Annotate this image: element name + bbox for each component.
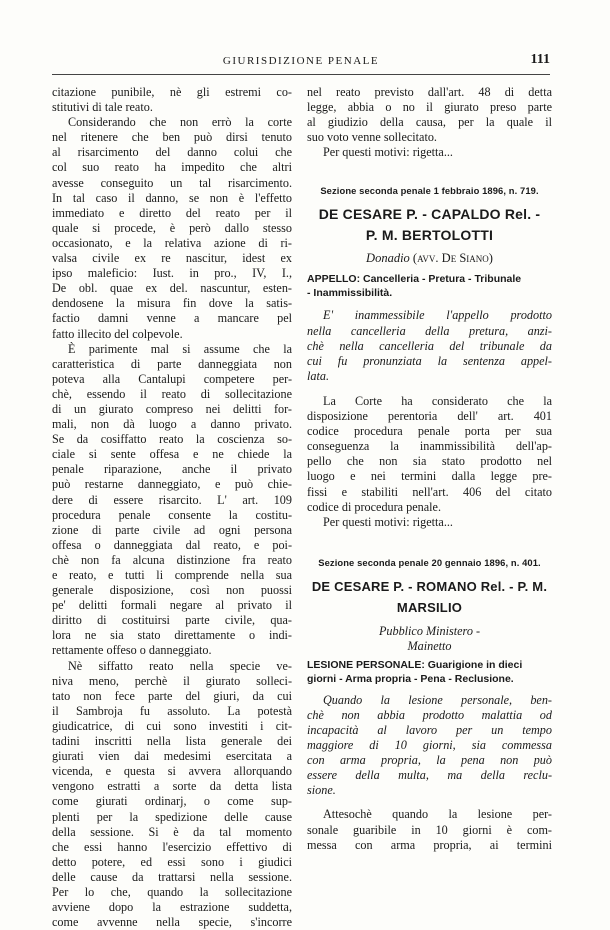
text-line: Per lo che, quando la sollecitazione (52, 884, 292, 899)
text-line: come avvenne nella specie, s'incorre (52, 915, 292, 930)
text-line: Nè siffatto reato nella specie ve- (68, 658, 292, 673)
text-line: che essi hanno l'esercizio effettivo di (52, 839, 292, 854)
text-line: il Sambroja fu assoluto. La potestà (52, 703, 292, 718)
running-head: GIURISDIZIONE PENALE (222, 55, 380, 67)
text-line: avesse conseguito un tal risarcimento. (52, 175, 292, 190)
text-line: caratteristica di parte danneggiata non (52, 356, 292, 371)
text-line: In tal caso il danno, se non è l'effetto (52, 190, 292, 205)
text-line: come giurati ordinarj, o come sup- (52, 794, 292, 809)
text-line: mali, non dà luogo a danno privato. (52, 417, 292, 432)
case2-section-heading: Sezione seconda penale 20 gennaio 1896, n. 401. (318, 556, 541, 568)
text-line: lora ne sia stato direttamente o indi- (52, 628, 292, 643)
case1-body (307, 394, 552, 530)
text-line: penale riparazione, anche il privato (52, 462, 292, 477)
page-number: 111 (530, 52, 550, 67)
text-line: giudicatrice, di cui sono investiti i cit- (52, 718, 292, 733)
text-line: dendosene la misura fin dove la satis- (52, 296, 292, 311)
case1-judges-line2: P. M. BERTOLOTTI (365, 227, 494, 244)
text-line: con arma propria, la pena non può (307, 753, 552, 768)
text-line: La Corte ha considerato che la (323, 393, 552, 408)
case2-body (307, 807, 552, 852)
left-column (52, 85, 292, 930)
right-column (307, 85, 552, 853)
text-line: È parimente mal si assume che la (68, 341, 292, 356)
text-line: E' inammessibile l'appello prodotto (323, 308, 552, 323)
text-line: niva meno, perchè il giurato solleci- (52, 673, 292, 688)
case1-subject-line2: - Inammissibilità. (307, 287, 393, 300)
text-line: vicenda, e questa si avvera allorquando (52, 764, 292, 779)
text-line: diritto di costituirsi parte civile, qua- (52, 613, 292, 628)
text-line: fatto illecito del colpevole. (52, 326, 183, 341)
case1-party-counsel: (avv. De Siano) (412, 251, 493, 266)
text-line: procedura penale consente la costitu- (52, 507, 292, 522)
text-line: Per questi motivi: rigetta... (323, 145, 453, 160)
text-line: Attesochè quando la lesione per- (323, 807, 552, 822)
text-line: della sessione. Si è da tal momento (52, 824, 292, 839)
case2-subject-line2: giorni - Arma propria - Pena - Reclusione. (307, 672, 514, 685)
text-line: occasionato, e la relativa azione di ri- (52, 235, 292, 250)
text-line: messa con arma propria, ai termini (307, 837, 552, 852)
text-line: delle cause da trattarsi nella sessione. (52, 869, 292, 884)
text-line: essere della multa, ma della reclu- (307, 768, 552, 783)
text-line: vengono estratti a sorte da detta lista (52, 779, 292, 794)
case2-party1: Pubblico Ministero - (378, 623, 481, 638)
text-line: plenti per la spedizione delle cause (52, 809, 292, 824)
text-line: quale si procede, è però dallo stesso (52, 220, 292, 235)
text-line: rettamente offeso o danneggiato. (52, 643, 212, 658)
continued-text (307, 85, 552, 160)
case1-section-heading: Sezione seconda penale 1 febbraio 1896, n. 719. (320, 185, 539, 197)
case1-party-name: Donadio (366, 251, 410, 266)
text-line: immediato e diretto del reato per il (52, 205, 292, 220)
text-line: chè nella cancelleria del tribunale da (307, 338, 552, 353)
case1-subject-line1: APPELLO: Cancelleria - Pretura - Tribunale (307, 273, 522, 286)
text-line: chè, essendo il reato di sollecitazione (52, 386, 292, 401)
text-line: fissi e stabiliti nell'art. 406 del citato (307, 484, 552, 499)
text-line: può restarne danneggiato, e può chie- (52, 477, 292, 492)
text-line: codice di procedura penale. (307, 499, 441, 514)
text-line: luogo e nei termini dalla legge pre- (307, 469, 552, 484)
text-line: ciale si sente offesa e ne chiede la (52, 447, 292, 462)
text-line: nella cancelleria della pretura, anzi- (307, 323, 552, 338)
text-line: De obl. quae ex del. nascuntur, esten- (52, 281, 292, 296)
text-line: cui fu pronunziata la sentenza appel- (307, 353, 552, 368)
text-line: sione. (307, 783, 336, 798)
text-line: legge, abbia o no il giurato preso parte (307, 100, 552, 115)
text-line: generale disposizione, così non puossi (52, 583, 292, 598)
text-line: al giudizio della causa, per la quale il (307, 115, 552, 130)
case2-party2: Mainetto (407, 638, 452, 653)
text-line: disposizione perentoria dell' art. 401 (307, 409, 552, 424)
text-line: al risarcimento del danno colui che (52, 145, 292, 160)
text-line: codice procedura penale porta per sua (307, 424, 552, 439)
text-line: dere di essere risarcito. L' art. 109 (52, 492, 292, 507)
text-line: col suo reato ha impedito che altri (52, 160, 292, 175)
text-line: sonale guaribile in 10 giorni è com- (307, 822, 552, 837)
text-line: maggiore di 10 giorni, sia commessa (307, 738, 552, 753)
text-line: tato non fece parte del giuri, da cui (52, 688, 292, 703)
text-line: valsa civile ex re nascitur, idest ex (52, 251, 292, 266)
text-line: suo voto venne sollecitato. (307, 130, 437, 145)
text-line: nel ritenere che ben può dirsi tenuto (52, 130, 292, 145)
text-line: factio damni venne a mancare pel (52, 311, 292, 326)
case2-judges: DE CESARE P. - ROMANO Rel. - P. M. MARSILIO (311, 578, 548, 615)
text-line: ipso maleficio: Iust. in pro., IV, I., (52, 266, 292, 281)
text-line: stitutivi di tale reato. (52, 100, 153, 115)
case2-massima (307, 693, 552, 799)
text-line: incapacità al lavoro per un tempo (307, 722, 552, 737)
text-line: chè non fa alcuna distinzione fra reato (52, 552, 292, 567)
case2-subject-line1: LESIONE PERSONALE: Guarigione in dieci (307, 658, 523, 671)
text-line: tadini inscritti nella lista generale dei (52, 734, 292, 749)
page-header (52, 52, 550, 75)
text-line: detto potere, ed essi sono i giudici (52, 854, 292, 869)
text-line: di un giurato compreso nei delitti for- (52, 401, 292, 416)
text-line: chè non abbia prodotto malattia od (307, 707, 552, 722)
text-line: Quando la lesione personale, ben- (323, 692, 552, 707)
text-line: poteva alla Cantalupi competere per- (52, 371, 292, 386)
text-line: offesa o danneggiata dal reato, e poi- (52, 537, 292, 552)
text-line: Considerando che non errò la corte (68, 115, 292, 130)
text-line: e reato, e tutti li comprende nella sua (52, 568, 292, 582)
text-line: zione di parte civile ad ogni persona (52, 522, 292, 537)
text-line: Per questi motivi: rigetta... (323, 514, 453, 529)
text-line: giurati vien dai medesimi esercitata a (52, 749, 292, 764)
case1-parties (307, 250, 552, 266)
text-line: citazione punibile, nè gli estremi co- (52, 85, 292, 99)
text-line: lata. (307, 368, 330, 383)
text-line: Se da cosiffatto reato la coscienza so- (52, 432, 292, 447)
text-line: conseguenza la inammissibilità dell'ap- (307, 439, 552, 454)
case1-massima (307, 308, 552, 383)
text-line: pe' delitti formali negare al privato il (52, 598, 292, 613)
text-line: nel reato previsto dall'art. 48 di detta (307, 85, 552, 99)
case1-judges-line1: DE CESARE P. - CAPALDO Rel. - (318, 206, 541, 223)
text-line: avviene dopo la estrazione suddetta, (52, 900, 292, 915)
text-line: pello che non sia stato prodotto nel (307, 454, 552, 469)
